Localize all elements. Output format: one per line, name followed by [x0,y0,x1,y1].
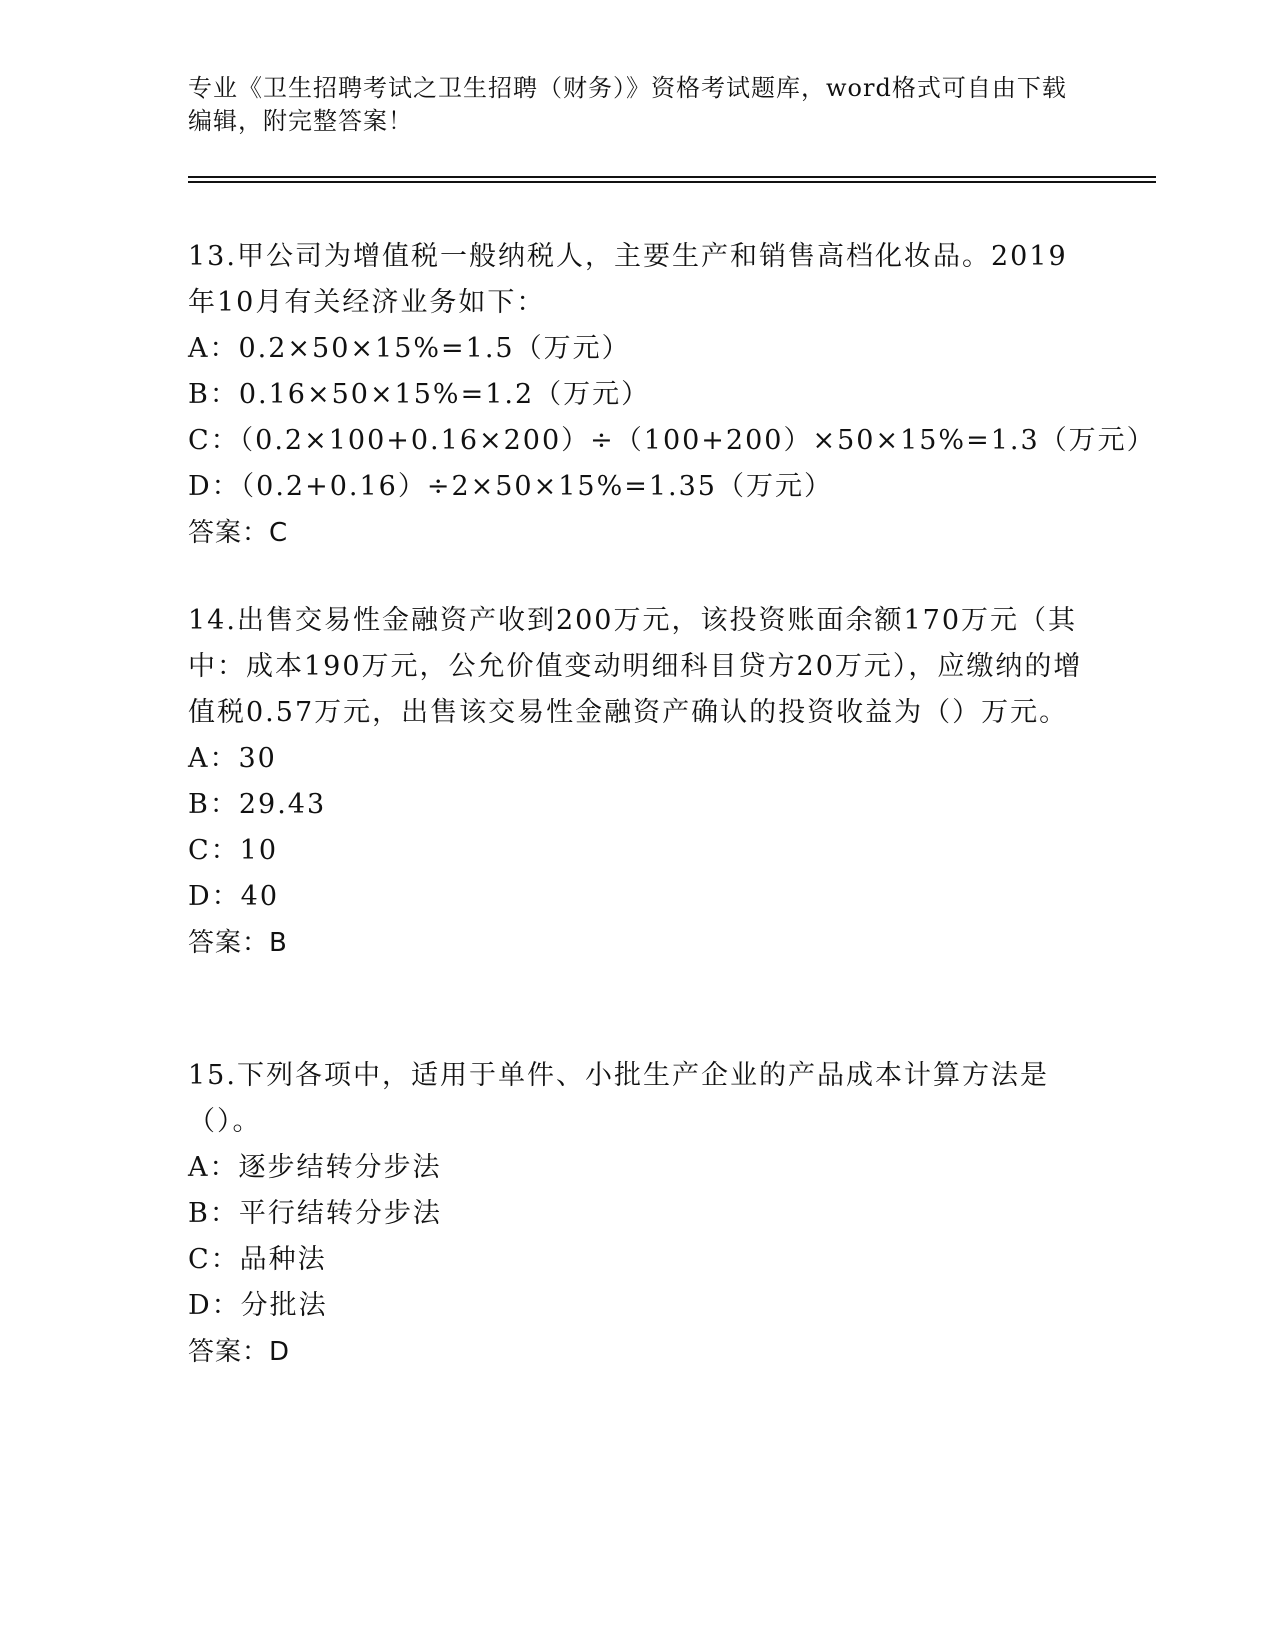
question-14-stem: 14.出售交易性金融资产收到200万元，该投资账面余额170万元（其中：成本190万元，公允价值变动明细科目贷方20万元），应缴纳的增值税0.57万元，出售该交易性金融资产确认的投资收益为（）万元。 [188,605,1083,728]
question-13-option-a: A：0.2×50×15%=1.5（万元） [188,333,631,364]
header-divider-top [188,176,1156,178]
question-14-option-a: A：30 [188,743,277,774]
question-15-option-d: D：分批法 [188,1290,328,1321]
question-13-option-d: D：（0.2+0.16）÷2×50×15%=1.35（万元） [188,471,833,502]
question-15-answer: 答案：D [188,1337,291,1367]
question-15-option-c: C：品种法 [188,1244,327,1275]
question-14 [188,598,1088,966]
document-header [188,72,1088,138]
question-15 [188,1053,1088,1375]
question-15-option-b: B：平行结转分步法 [188,1198,442,1229]
question-15-option-a: A：逐步结转分步法 [188,1152,442,1183]
question-13-answer: 答案：C [188,518,289,548]
header-intro: 专业《卫生招聘考试之卫生招聘（财务）》资格考试题库，word格式可自由下载编辑，附完整答案！ [188,74,1067,135]
question-14-option-c: C：10 [188,835,279,866]
question-14-option-b: B：29.43 [188,789,327,820]
question-15-stem: 15.下列各项中，适用于单件、小批生产企业的产品成本计算方法是（）。 [188,1060,1049,1137]
question-14-option-d: D：40 [188,881,280,912]
question-13-stem: 13.甲公司为增值税一般纳税人，主要生产和销售高档化妆品。2019年10月有关经济业务如下： [188,241,1068,318]
question-13-option-b: B：0.16×50×15%=1.2（万元） [188,379,651,410]
question-13-option-c: C：（0.2×100+0.16×200）÷（100+200）×50×15%=1.3（万元） [188,425,1156,456]
question-13 [188,234,1156,556]
header-divider-bottom [188,181,1156,183]
question-14-answer: 答案：B [188,928,288,958]
